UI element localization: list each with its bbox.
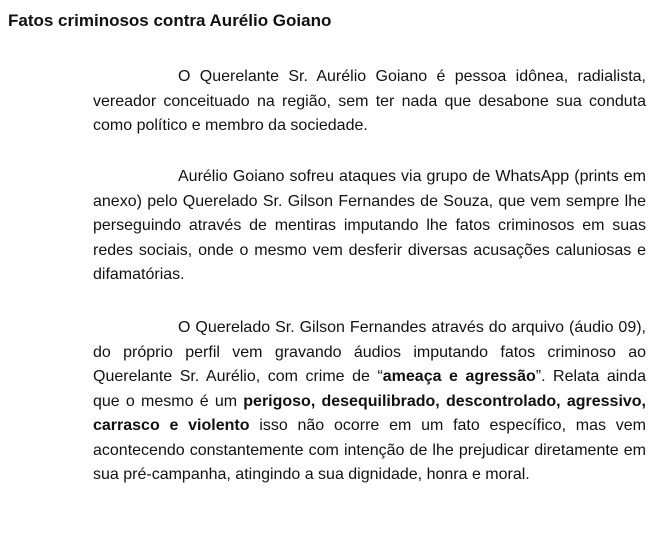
paragraph-3-text-1: O Querelado Sr. Gilson Fernandes através do arquivo (áudio 09), do próprio perfil vem gravando áudios imputando fatos criminoso ao Querelante Sr. Aurélio, com crime de “ [93,319,646,385]
paragraph-3-text-2: ”. Relata ainda que o mesmo é um [93,368,646,410]
paragraph-3 [93,316,646,488]
section-heading: Fatos criminosos contra Aurélio Goiano [8,11,332,30]
bold-phrase-descriptors: perigoso, desequilibrado, descontrolado, agressivo, carrasco e violento [93,392,647,434]
paragraph-2: Aurélio Goiano sofreu ataques via grupo de WhatsApp (prints em anexo) pelo Querelado Sr. Gilson Fernandes de Souza, que vem sempre lhe perseguindo através de mentiras imputando lhe fatos criminosos em suas redes sociais, onde o mesmo vem desferir diversas acusações caluniosas e difamatórias. [93,168,646,283]
paragraph-1: O Querelante Sr. Aurélio Goiano é pessoa idônea, radialista, vereador conceituado na região, sem ter nada que desabone sua conduta como político e membro da sociedade. [93,68,646,134]
bold-phrase-threat: ameaça e agressão [382,368,536,385]
paragraph-3-text-3: isso não ocorre em um fato específico, mas vem acontecendo constantemente com intenção de lhe prejudicar diretamente em sua pré-campanha, atingindo a sua dignidade, honra e moral. [93,417,647,483]
